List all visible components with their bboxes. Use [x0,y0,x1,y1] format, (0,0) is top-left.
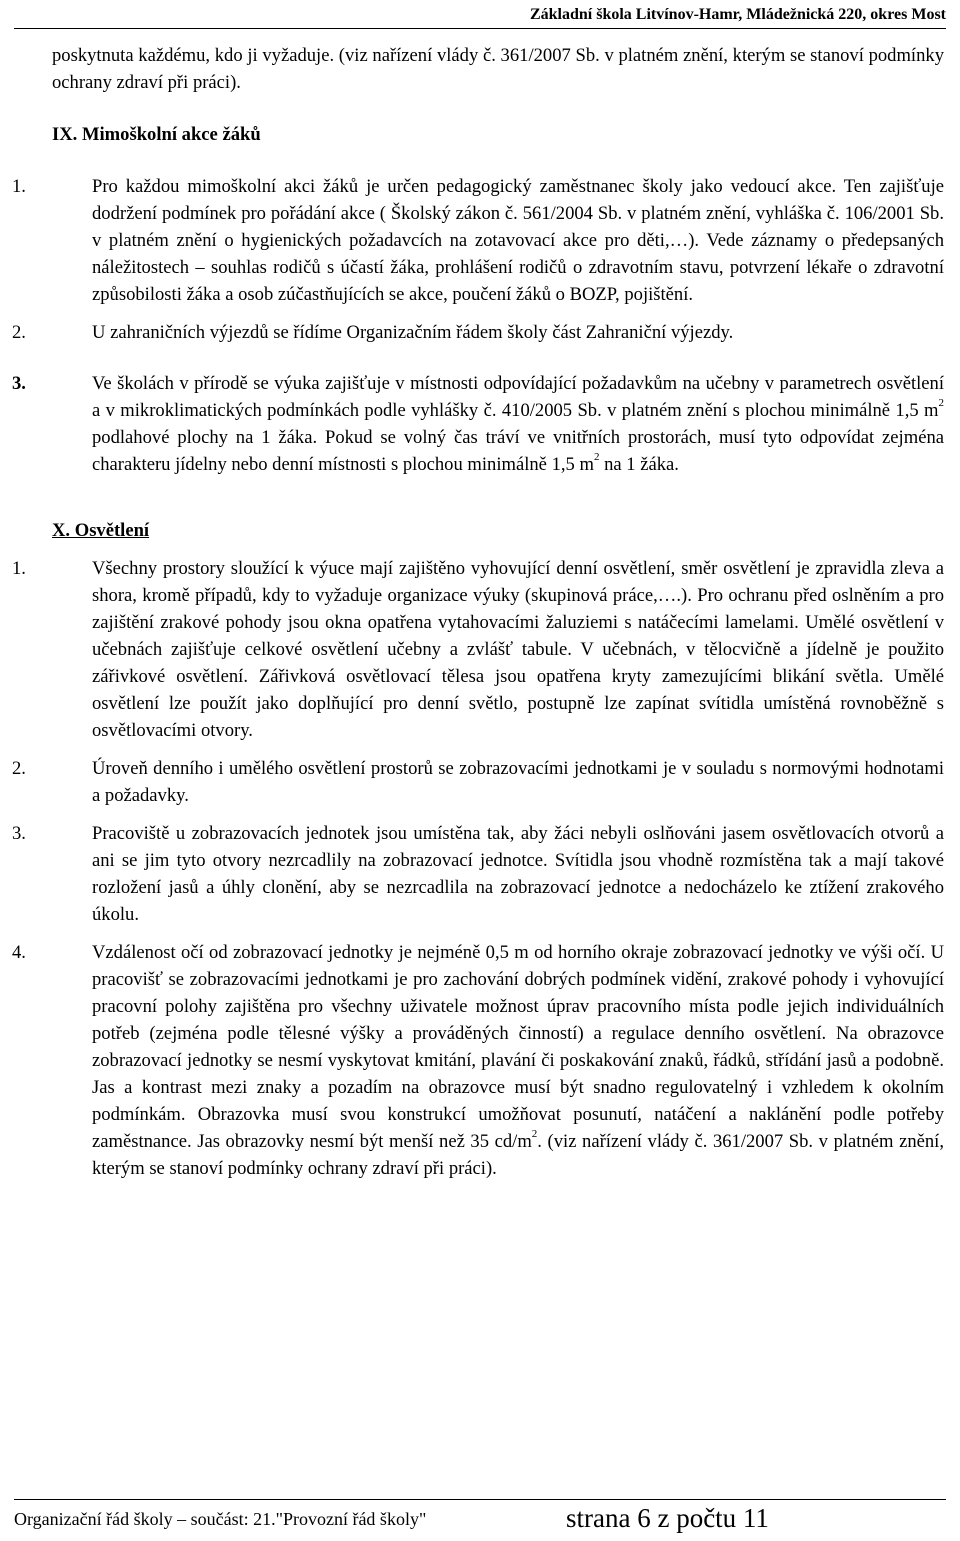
item-text-b: . (viz nařízení vlády č. 361/2007 Sb. v platném znění, kterým se stanoví podmínky ochrany zdraví při práci). [92,1131,944,1179]
superscript: 2 [938,396,944,409]
section-ix-item-3 [12,370,944,478]
item-number: 2. [12,322,26,343]
item-text: Všechny prostory sloužící k výuce mají zajištěno vyhovující denní osvětlení, směr osvětlení je zpravidla zleva a shora, kromě případů, kdy to vyžaduje organizace výuky (skupinová práce,….). Pro ochranu před oslněním a pro zajištění zrakové pohody jsou okna opatřena vytahovacími žaluziemi s natáčecími lamelami. Umělé osvětlení v učebnách zajišťuje celkové osvětlení učebny a zvlášť tabule. V učebnách, v tělocvičně a jídelně je použito zářivkové osvětlení. Zářivková osvětlovací tělesa jsou opatřena kryty zamezujícími blikání světla. Umělé osvětlení lze použít jako doplňující pro denní světlo, postupně lze zapínat svítidla umístěná rovnoběžně s osvětlovacími otvory. [92,558,944,741]
section-x-item-1 [12,555,944,744]
section-title-x: X. Osvětlení [52,520,150,541]
item-text: U zahraničních výjezdů se řídíme Organizačním řádem školy část Zahraniční výjezdy. [92,322,734,343]
section-x-item-3 [12,820,944,928]
intro-paragraph: poskytnuta každému, kdo ji vyžaduje. (viz nařízení vlády č. 361/2007 Sb. v platném znění, kterým se stanoví podmínky ochrany zdraví při práci). [52,45,944,93]
item-text-a: Ve školách v přírodě se výuka zajišťuje v místnosti odpovídající požadavkům na učebny v parametrech osvětlení a v mikroklimatických podmínkách podle vyhlášky č. 410/2005 Sb. v platném znění s plochou minimálně 1,5 m [92,373,944,421]
superscript: 2 [593,450,600,463]
item-number: 1. [12,176,26,197]
footer-rule [14,1499,946,1500]
header-rule [14,28,946,29]
section-ix-item-2 [12,319,944,346]
page-footer [14,1499,946,1539]
superscript: 2 [531,1127,538,1140]
school-header: Základní škola Litvínov-Hamr, Mládežnická 220, okres Most [529,6,946,23]
section-x-item-2 [12,755,944,809]
item-text-a: Vzdálenost očí od zobrazovací jednotky je nejméně 0,5 m od horního okraje zobrazovací jednotky ve výši očí. U pracovišť se zobrazovacími jednotkami je pro zachování dobrých podmínek vidění, zrakové pohody i vyhovující pracovní polohy zajištěna pro všechny uživatele možnost úprav pracovního místa podle jejich individuálních potřeb (zejména podle tělesné výšky a prováděných činností) a regulace denního osvětlení. Na obrazovce zobrazovací jednotky se nesmí vyskytovat kmitání, plavání či poskakování znaků, řádků, střídání jasů a podobně. Jas a kontrast mezi znaky a pozadím na obrazovce musí být snadno regulovatelný i vzhledem k okolním podmínkám. Obrazovka musí svou konstrukcí umožňovat posunutí, natáčení a naklánění podle potřeby zaměstnance. Jas obrazovky nesmí být menší než 35 cd/m [92,942,944,1152]
document-body [12,42,944,1182]
item-number: 3. [12,373,26,394]
section-x-item-4 [12,939,944,1182]
footer-page-number: strana 6 z počtu 11 [566,1503,769,1533]
section-title-ix: IX. Mimoškolní akce žáků [52,124,261,145]
item-number: 4. [12,942,26,963]
item-text: Úroveň denního i umělého osvětlení prostorů se zobrazovacími jednotkami je v souladu s normovými hodnotami a požadavky. [92,758,944,806]
item-text-c: na 1 žáka. [599,454,679,475]
item-text: Pracoviště u zobrazovacích jednotek jsou umístěna tak, aby žáci nebyli oslňováni jasem osvětlovacích otvorů a ani se jim tyto otvory nezrcadlily na zobrazovací jednotce. Svítidla jsou vhodně rozmístěna tak a mají takové rozložení jasů a úhly clonění, aby se nezrcadlila na zobrazovací jednotce a nedocházelo ke ztížení zrakového úkolu. [92,823,944,925]
page-header [0,0,960,36]
item-text-b: podlahové plochy na 1 žáka. Pokud se volný čas tráví ve vnitřních prostorách, musí tyto odpovídat zejména charakteru jídelny nebo denní místnosti s plochou minimálně 1,5 m [92,427,944,475]
item-text: Pro každou mimoškolní akci žáků je určen pedagogický zaměstnanec školy jako vedoucí akce. Ten zajišťuje dodržení podmínek pro pořádání akce ( Školský zákon č. 561/2004 Sb. v platném znění, vyhláška č. 106/2001 Sb. v platném znění o hygienických požadavcích na zotavovací akce pro děti,…). Vede záznamy o předepsaných náležitostech – souhlas rodičů s účastí žáka, prohlášení rodičů o zdravotním stavu, potvrzení lékaře o zdravotní způsobilosti žáka a osob zúčastňujících se akce, poučení žáků o BOZP, pojištění. [92,176,944,305]
footer-document-name: Organizační řád školy – součást: 21."Provozní řád školy" [14,1509,427,1529]
section-ix-item-1 [12,173,944,308]
item-number: 2. [12,758,26,779]
item-number: 1. [12,558,26,579]
item-number: 3. [12,823,26,844]
